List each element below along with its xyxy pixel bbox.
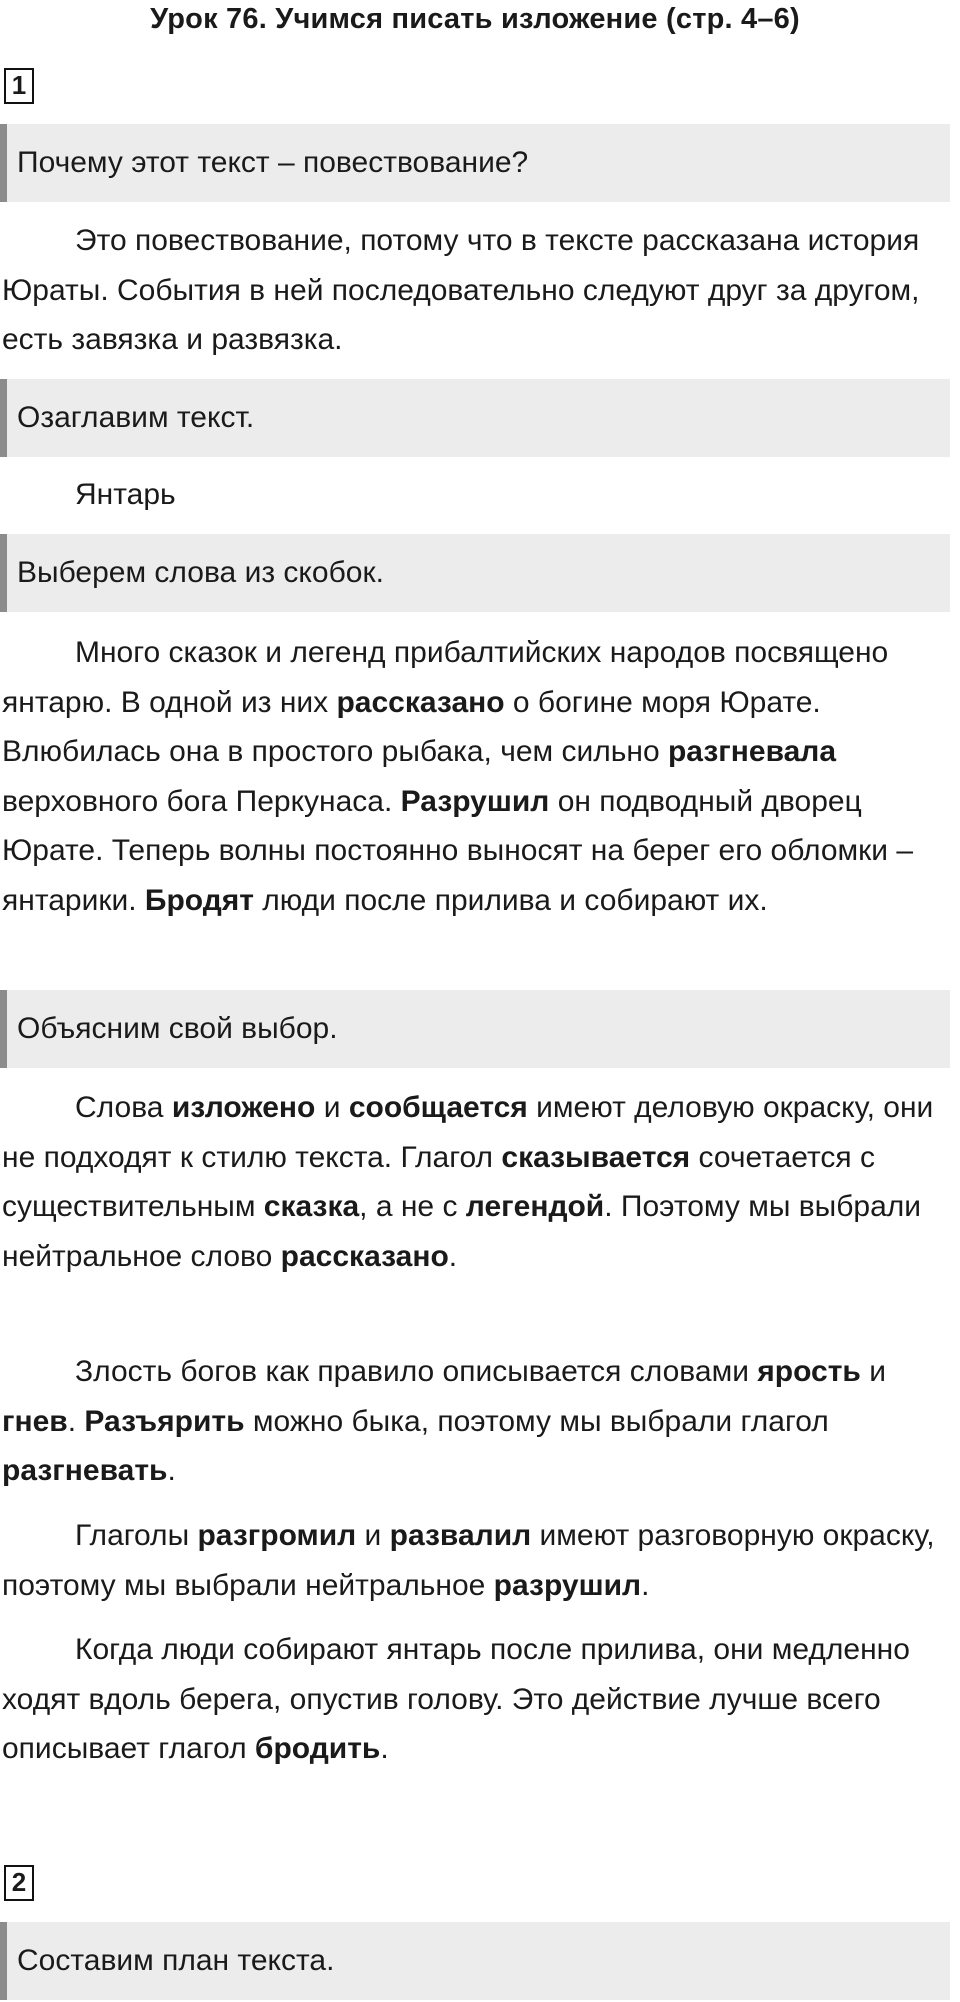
emphasized-word: Разрушил bbox=[400, 784, 550, 818]
emphasized-word: сообщается bbox=[348, 1091, 528, 1124]
text-run: люди после прилива и собирают их. bbox=[253, 883, 768, 917]
text-run: можно быка, поэтому мы выбрали глагол bbox=[244, 1404, 829, 1438]
emphasized-word: сказка bbox=[263, 1190, 360, 1223]
answer-paragraph-explain-3 bbox=[2, 1511, 948, 1610]
question-bar-why-narrative: Почему этот текст – повествование? bbox=[0, 124, 950, 202]
answer-paragraph-title bbox=[2, 470, 948, 520]
emphasized-word: сказывается bbox=[501, 1140, 691, 1174]
question-bar-title-text: Озаглавим текст. bbox=[0, 379, 950, 457]
text-run: и bbox=[356, 1519, 390, 1552]
answer-paragraph-amber-story bbox=[2, 628, 948, 925]
text-run: . Поэтому мы выбрали нейтральное слово bbox=[2, 1190, 922, 1273]
text-run: сочетается с существительным bbox=[2, 1140, 875, 1223]
answer-paragraph-explain-4 bbox=[2, 1625, 948, 1774]
text-run: Янтарь bbox=[75, 478, 176, 511]
text-run: Глаголы bbox=[75, 1519, 198, 1552]
question-bar-make-plan: Составим план текста. bbox=[0, 1922, 950, 2000]
answer-paragraph-explain-1 bbox=[2, 1083, 948, 1281]
emphasized-word: рассказано bbox=[280, 1239, 449, 1273]
emphasized-word: развалил bbox=[389, 1519, 532, 1552]
text-run: Это повествование, потому что в тексте рассказана история Юраты. События в ней последовательно следуют друг за другом, есть завязка и развязка. bbox=[2, 224, 920, 356]
exercise-number-2: 2 bbox=[4, 1865, 34, 1901]
text-run: о богине моря Юрате. Влюбилась она в простого рыбака, чем сильно bbox=[2, 685, 821, 768]
text-run: имеют разговорную окраску, поэтому мы выбрали нейтральное bbox=[2, 1519, 935, 1602]
text-run: он подводный дворец Юрате. Теперь волны постоянно выносят на берег его обломки – янтарики. bbox=[2, 784, 914, 917]
text-run: . bbox=[448, 1239, 458, 1273]
emphasized-word: рассказано bbox=[336, 685, 505, 719]
emphasized-word: ярость bbox=[757, 1355, 861, 1388]
emphasized-word: бродить bbox=[254, 1732, 381, 1765]
text-run: . bbox=[380, 1732, 389, 1765]
answer-paragraph-narrative bbox=[2, 216, 948, 365]
emphasized-word: разрушил bbox=[493, 1568, 642, 1602]
text-run: и bbox=[860, 1355, 886, 1388]
text-run: Слова bbox=[75, 1091, 172, 1124]
text-run: верховного бога Перкунаса. bbox=[2, 784, 401, 818]
text-run: Когда люди собирают янтарь после прилива, они медленно ходят вдоль берега, опустив голову. Это действие лучше всего описывает глагол bbox=[2, 1633, 910, 1765]
emphasized-word: разгромил bbox=[197, 1519, 357, 1552]
exercise-number-1: 1 bbox=[4, 68, 34, 104]
question-bar-choose-words: Выберем слова из скобок. bbox=[0, 534, 950, 612]
emphasized-word: легендой bbox=[465, 1190, 605, 1223]
emphasized-word: изложено bbox=[171, 1091, 316, 1124]
text-run: . bbox=[167, 1454, 176, 1487]
emphasized-word: гнев bbox=[2, 1404, 68, 1438]
text-run: Много сказок и легенд прибалтийских народов посвящено янтарю. В одной из них bbox=[2, 636, 889, 719]
text-run: . bbox=[641, 1568, 650, 1602]
answer-paragraph-explain-2 bbox=[2, 1347, 948, 1496]
emphasized-word: разгневала bbox=[667, 735, 837, 768]
text-run: . bbox=[67, 1404, 85, 1438]
text-run: Злость богов как правило описывается словами bbox=[75, 1355, 758, 1388]
emphasized-word: Бродят bbox=[144, 883, 254, 917]
text-run: , а не с bbox=[359, 1190, 466, 1223]
emphasized-word: разгневать bbox=[2, 1454, 168, 1487]
page-title: Урок 76. Учимся писать изложение (стр. 4–6) bbox=[150, 3, 800, 35]
text-run: имеют деловую окраску, они не подходят к стилю текста. Глагол bbox=[2, 1091, 934, 1174]
emphasized-word: Разъярить bbox=[84, 1404, 245, 1438]
question-bar-explain-choice: Объясним свой выбор. bbox=[0, 990, 950, 1068]
text-run: и bbox=[315, 1091, 349, 1124]
